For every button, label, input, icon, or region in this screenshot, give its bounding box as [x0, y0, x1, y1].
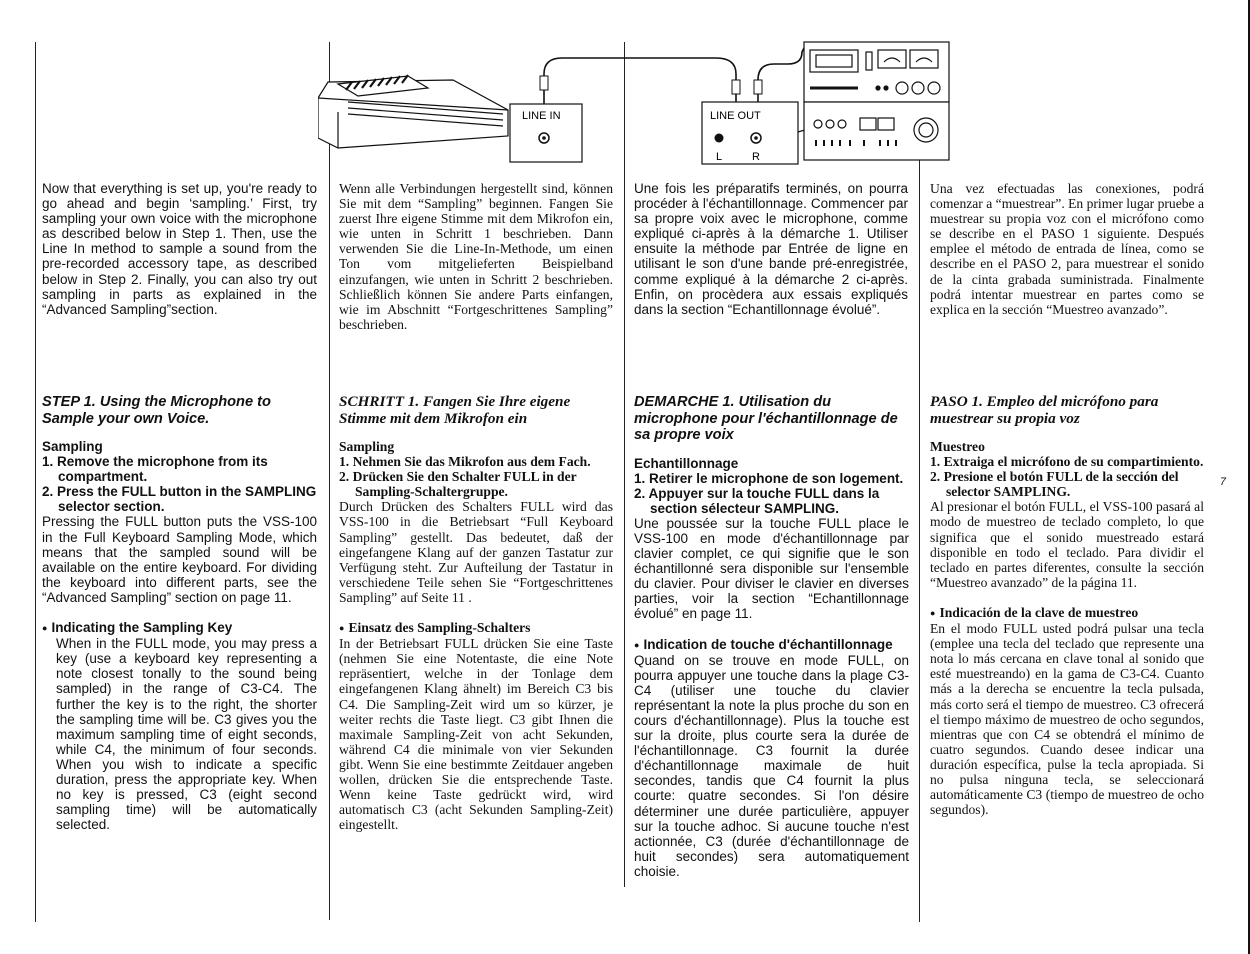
bullet-title-french: ● Indication de touche d'échantillonnage [634, 637, 909, 653]
sub-english: Sampling [42, 439, 103, 454]
connection-diagram [318, 40, 958, 165]
intro-french-text: Une fois les préparatifs terminés, on pourra procéder à l'échantillonnage. Commencer par sa propre voix avec le microphone, comme expliqué ci-après à la démarche 1. Utiliser ensuite la méthode par Entrée de ligne en utilisant le son d'une bande pré-enregistrée, comme expliqué à la démarche 2 ci-après. Enfin, on procèdera aux essais expliqués dans la section “Echantillonnage évolué”. [634, 181, 908, 317]
sub-german: Sampling [339, 439, 395, 454]
bullet-title-english: ● Indicating the Sampling Key [42, 620, 317, 636]
cassette-deck-drawing [804, 42, 949, 102]
page-number: 7 [1219, 476, 1226, 488]
line-out-jack-left [715, 134, 724, 143]
keyboard-drawing [318, 75, 508, 148]
column-divider-left [35, 42, 36, 922]
intro-german-text: Wenn alle Verbindungen hergestellt sind, können Sie mit dem “Sampling” beginnen. Fangen Sie zuerst Ihre eigene Stimme mit dem Mikrofon ein, wie unten in Schritt 1 beschrieben. Dann verwenden Sie die Line-In-Methode, um einen Ton vom mitgelieferten Beispielband einzufangen, wie unten in Schritt 2 beschrieben. Schließlich können Sie andere Parts einfangen, wie im Abschnitt “Fortgeschrittenes Sampling” beschrieben. [339, 181, 613, 332]
column-divider-1 [329, 42, 330, 920]
sub-spanish: Muestreo [930, 439, 985, 454]
bullet-title-german: ● Einsatz des Sampling-Schalters [339, 620, 613, 636]
intro-english [42, 181, 317, 317]
heading-german: SCHRITT 1. Fangen Sie Ihre eigene Stimme mit dem Mikrofon ein [339, 393, 571, 427]
amplifier-drawing [804, 102, 949, 160]
body-spanish: Al presionar el botón FULL, el VSS-100 pasará al modo de muestreo de teclado completo, lo que significa que el sonido muestreado estará disponible en todo el teclado. Para dividir el teclado en partes diferentes, consulte la sección “Muestreo avanzado” de la página 11. [930, 499, 1204, 590]
body-french: Une poussée sur la touche FULL place le VSS-100 en mode d'échantillonnage par clavier complet, ce qui signifie que le son échantillonné sera disponible sur l'ensemble du clavier. Pour diviser le clavier en diverses parties, voir la section “Echantillonnage évolué” en page 11. [634, 515, 909, 622]
line-in-label: LINE IN [522, 110, 561, 122]
column-divider-3 [919, 42, 920, 922]
right-channel-label: R [752, 151, 760, 163]
intro-spanish-text: Una vez efectuadas las conexiones, podrá comenzar a “muestrear”. En primer lugar pruebe a muestrear su propia voz con el micrófono como se describe en el PASO 1 siguiente. Después emplee el método de entrada de línea, como se describe en el PASO 2, para muestrear el sonido de la cinta grabada suministrada. Finalmente podrá intentar muestrear en partes como se explica en la sección “Muestreo avanzado”. [930, 181, 1204, 317]
column-divider-2 [624, 42, 625, 887]
bullet-body-german: In der Betriebsart FULL drücken Sie eine Taste (nehmen Sie eine Notentaste, die eine Note repräsentiert, welche in der Tonlage dem eingefangenen Klang ähnelt) im Bereich C3 bis C4. Die Sampling-Zeit wird um so kürzer, je weiter rechts die Taste liegt. C3 gibt Ihnen die maximale Sampling-Zeit von acht Sekunden, während C4 die minimale von vier Sekunden gibt. Wenn Sie eine bestimmte Zeitdauer angeben wollen, drücken Sie die entsprechende Taste. Wenn keine Taste gedrückt wird, wird automatisch C3 (acht Sekunden Sampling-Zeit) eingestellt. [339, 636, 613, 833]
plug-out-right [754, 80, 762, 94]
heading-spanish: PASO 1. Empleo del micrófono para muestrear su propia voz [930, 393, 1159, 427]
body-german: Durch Drücken des Schalters FULL wird das VSS-100 in die Betriebsart “Full Keyboard Sampling” gestellt. Das bedeutet, daß der eingefangene Klang auf der ganzen Tastatur zur Verfügung steht. Zur Aufteilung der Tastatur in verschiedene Teile sehen Sie “Fortgeschrittenes Sampling” auf Seite 11 . [339, 499, 613, 605]
intro-german [339, 181, 613, 332]
heading-french: DEMARCHE 1. Utilisation du microphone pour l'échantillonnage de sa propre voix [634, 394, 898, 443]
bullet-body-english: When in the FULL mode, you may press a key (use a keyboard key representing a note closest tonally to the sound being sampled) in the range of C3-C4. The further the key is to the right, the shorter the sampling time will be. C3 gives you the maximum sampling time of eight seconds, while C4, the minimum of four seconds. When you wish to indicate a specific duration, press the appropriate key. When no key is pressed, C3 (eight second sampling time) will be automatically selected. [56, 636, 317, 833]
bullet-title-spanish: ● Indicación de la clave de muestreo [930, 605, 1204, 621]
plug-out-left [732, 80, 740, 94]
sub-french: Echantillonnage [634, 455, 739, 471]
step-german-1: 1. Nehmen Sie das Mikrofon aus dem Fach. [339, 454, 591, 470]
bullet-body-spanish: En el modo FULL usted podrá pulsar una tecla (emplee una tecla del teclado que represente una nota lo más cercana en clave tonal al sonido que esté muestreando) en la gama de C3-C4. Cuanto más a la derecha se encuentre la tecla pulsada, más corto será el tiempo de muestreo. C3 ofrecerá el tiempo máximo de muestreo de ocho segundos, mientras que con C4 se obtendrá el mínimo de cuatro segundos. Cuando desee indicar una duración específica, pulse la tecla apropiada. Si no pulsa ninguna tecla, se seleccionará automáticamente C3 (tiempo de muestreo de ocho segundos). [930, 621, 1204, 818]
line-out-label: LINE OUT [710, 110, 761, 122]
connection-illustration [318, 40, 958, 165]
step-german-2: 2. Drücken Sie den Schalter FULL in der Sampling-Schaltergruppe. [339, 469, 577, 500]
section-spanish [930, 394, 1204, 817]
intro-french [634, 181, 908, 317]
step-french-1: 1. Retirer le microphone de son logement. [634, 470, 904, 486]
left-channel-label: L [716, 151, 723, 163]
steps-german [339, 454, 613, 499]
intro-english-text: Now that everything is set up, you're ready to go ahead and begin ‘sampling.’ First, try sampling your own voice with the microphone as described below in Step 1. Then, use the Line In method to sample a sound from the pre-recorded accessory tape, as described below in Step 2. Finally, you can also try out sampling in parts as explained in the “Advanced Sampling”section. [42, 181, 317, 317]
step-english-2: 2. Press the FULL button in the SAMPLING selector section. [42, 484, 317, 515]
cable-right [758, 48, 804, 102]
step-spanish-1: 1. Extraiga el micrófono de su compartimiento. [930, 454, 1204, 470]
step-french-2: 2. Appuyer sur la touche FULL dans la section sélecteur SAMPLING. [634, 485, 880, 516]
cable-left [544, 58, 736, 104]
step-spanish-2: 2. Presione el botón FULL de la sección del selector SAMPLING. [930, 469, 1179, 500]
steps-english [42, 454, 317, 514]
steps-spanish [930, 454, 1204, 499]
intro-spanish [930, 181, 1204, 317]
section-english [42, 394, 317, 832]
body-english: Pressing the FULL button puts the VSS-100 in the Full Keyboard Sampling Mode, which means that the sampled sound will be available on the entire keyboard. For dividing the keyboard into different parts, see the “Advanced Sampling” section on page 11. [42, 514, 317, 605]
section-french [634, 394, 909, 879]
heading-english: STEP 1. Using the Microphone to Sample your own Voice. [42, 394, 271, 427]
step-english-1: 1. Remove the microphone from its compartment. [42, 454, 268, 485]
plug-in [540, 76, 548, 90]
bullet-body-french: Quand on se trouve en mode FULL, on pourra appuyer une touche dans la plage C3-C4 (utiliser une touche du clavier représentant la note la plus proche du son en cours d'échantillonnage). Plus la touche est sur la droite, plus courte sera la durée de l'échantillonnage. C3 fournit la durée d'échantillonnage maximale de huit secondes, tandis que C4 fournit la plus courte: quatre secondes. Si l'on désire déterminer une durée particulière, appuyer sur la touche adhoc. Si aucune touche n'est actionnée, C3 (durée d'échantillonnage de huit secondes) sera automatiquement choisie. [634, 652, 909, 879]
steps-french [634, 471, 909, 516]
section-german [339, 394, 613, 832]
